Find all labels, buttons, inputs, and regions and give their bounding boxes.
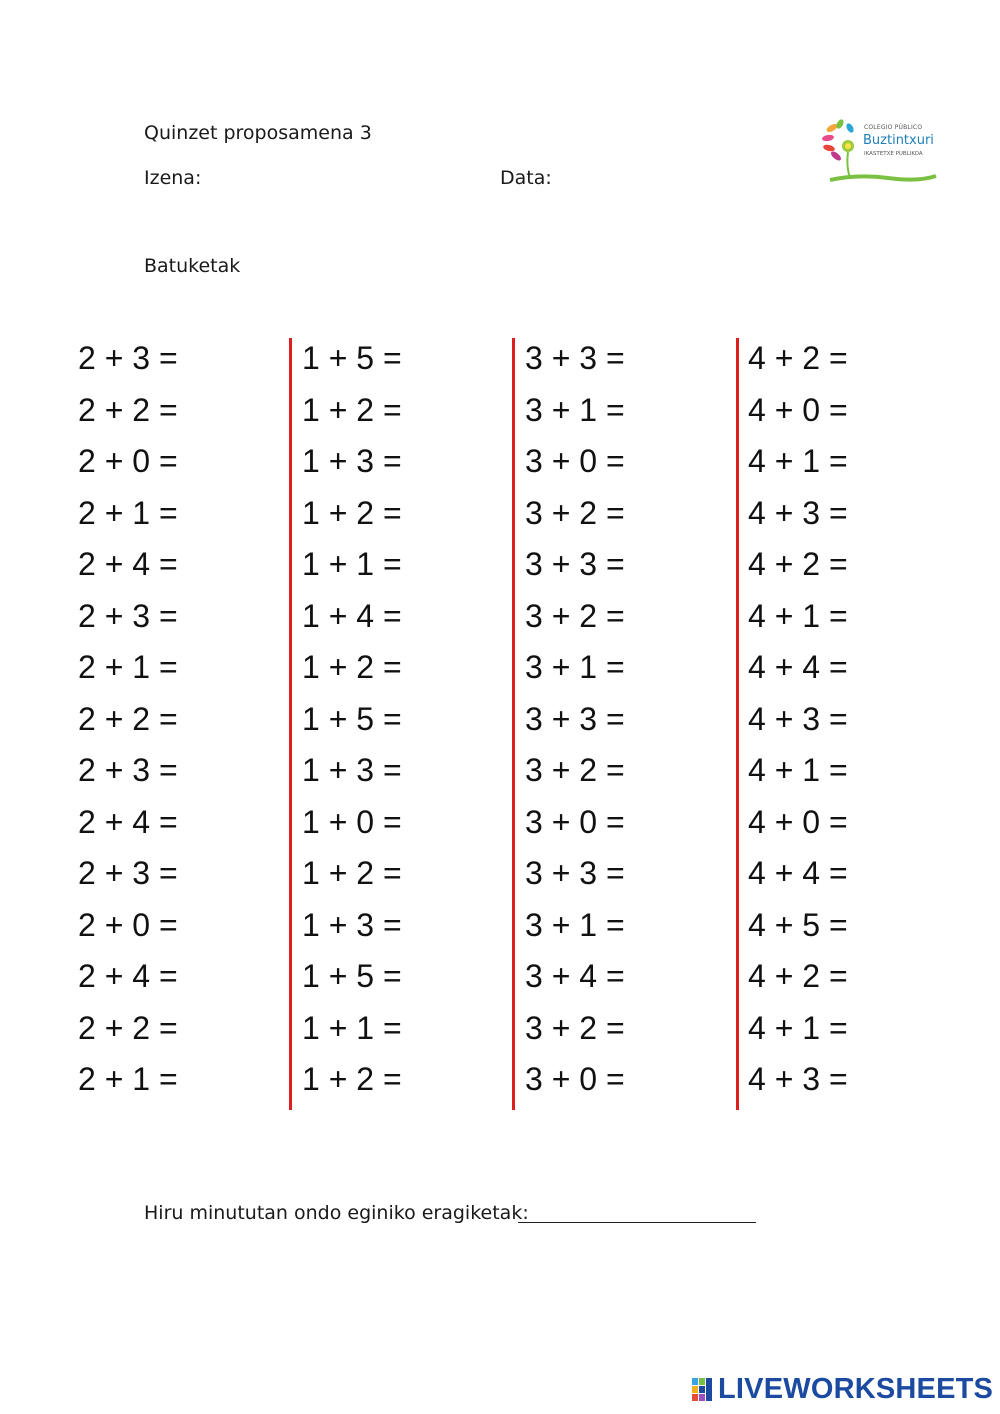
- addition-problem: 4 + 0 =: [748, 391, 848, 428]
- addition-problem: 4 + 1 =: [748, 443, 848, 479]
- addition-problem: 2 + 2 =: [78, 391, 178, 428]
- addition-problem: 2 + 4 =: [78, 546, 178, 582]
- addition-problem: 1 + 3 =: [302, 443, 402, 479]
- logo-small-text: COLEGIO PÚBLICO: [864, 124, 923, 131]
- column-1: [78, 332, 278, 1112]
- section-title: Batuketak: [144, 255, 241, 277]
- addition-problem: 1 + 2 =: [302, 649, 402, 685]
- addition-problem: 3 + 4 =: [525, 958, 625, 994]
- column-2: [302, 332, 502, 1112]
- column-divider: [289, 338, 292, 1110]
- addition-problem: 1 + 2 =: [302, 494, 402, 531]
- addition-problem: 3 + 0 =: [525, 1061, 625, 1097]
- addition-problem: 4 + 4 =: [748, 855, 848, 891]
- column-3: [525, 332, 725, 1112]
- addition-problem: 2 + 1 =: [78, 494, 178, 531]
- addition-problem: 2 + 1 =: [78, 649, 178, 685]
- addition-problem: 3 + 3 =: [525, 546, 625, 582]
- addition-problem: 3 + 3 =: [525, 855, 625, 891]
- addition-problem: 2 + 0 =: [78, 443, 178, 479]
- addition-problem: 4 + 5 =: [748, 906, 848, 943]
- score-answer-line[interactable]: [518, 1222, 756, 1223]
- addition-problem: 3 + 2 =: [525, 597, 625, 634]
- column-4: [748, 332, 948, 1112]
- addition-problem: 3 + 0 =: [525, 443, 625, 479]
- name-label: Izena:: [144, 167, 202, 189]
- addition-problem: 3 + 1 =: [525, 391, 625, 428]
- addition-problem: 1 + 4 =: [302, 597, 402, 634]
- liveworksheets-text: LIVEWORKSHEETS: [718, 1372, 994, 1405]
- addition-problem: 2 + 0 =: [78, 906, 178, 943]
- addition-problem: 3 + 0 =: [525, 803, 625, 840]
- logo-main-text: Buztintxuri: [863, 133, 934, 148]
- date-label: Data:: [500, 167, 552, 189]
- addition-problem: 1 + 1 =: [302, 546, 402, 582]
- addition-problem: 3 + 1 =: [525, 906, 625, 943]
- addition-problem: 3 + 3 =: [525, 340, 625, 376]
- addition-problem: 2 + 2 =: [78, 700, 178, 737]
- worksheet-title: Quinzet proposamena 3: [144, 122, 372, 144]
- addition-columns: [0, 332, 1000, 1112]
- score-label: Hiru minututan ondo eginiko eragiketak:: [144, 1202, 529, 1224]
- addition-problem: 3 + 2 =: [525, 494, 625, 531]
- addition-problem: 2 + 3 =: [78, 855, 178, 891]
- addition-problem: 2 + 3 =: [78, 597, 178, 634]
- addition-problem: 4 + 1 =: [748, 1009, 848, 1046]
- addition-problem: 2 + 3 =: [78, 340, 178, 376]
- addition-problem: 3 + 3 =: [525, 700, 625, 737]
- liveworksheets-brand: [692, 1373, 993, 1405]
- addition-problem: 1 + 1 =: [302, 1009, 402, 1046]
- logo-sub-text: IKASTETXE PUBLIKOA: [864, 151, 923, 157]
- addition-problem: 2 + 4 =: [78, 803, 178, 840]
- addition-problem: 1 + 2 =: [302, 391, 402, 428]
- addition-problem: 4 + 0 =: [748, 803, 848, 840]
- column-divider: [512, 338, 515, 1110]
- column-divider: [736, 338, 739, 1110]
- school-logo: [818, 116, 940, 188]
- addition-problem: 1 + 3 =: [302, 752, 402, 788]
- addition-problem: 4 + 1 =: [748, 597, 848, 634]
- addition-problem: 4 + 3 =: [748, 494, 848, 531]
- addition-problem: 2 + 3 =: [78, 752, 178, 788]
- addition-problem: 1 + 3 =: [302, 906, 402, 943]
- liveworksheets-logo-icon: [692, 1376, 714, 1402]
- addition-problem: 3 + 2 =: [525, 1009, 625, 1046]
- addition-problem: 1 + 5 =: [302, 958, 402, 994]
- addition-problem: 1 + 5 =: [302, 700, 402, 737]
- addition-problem: 1 + 2 =: [302, 1061, 402, 1097]
- addition-problem: 4 + 1 =: [748, 752, 848, 788]
- addition-problem: 1 + 2 =: [302, 855, 402, 891]
- addition-problem: 4 + 4 =: [748, 649, 848, 685]
- addition-problem: 4 + 2 =: [748, 340, 848, 376]
- addition-problem: 2 + 2 =: [78, 1009, 178, 1046]
- addition-problem: 2 + 4 =: [78, 958, 178, 994]
- addition-problem: 2 + 1 =: [78, 1061, 178, 1097]
- addition-problem: 3 + 2 =: [525, 752, 625, 788]
- addition-problem: 1 + 0 =: [302, 803, 402, 840]
- addition-problem: 4 + 3 =: [748, 700, 848, 737]
- addition-problem: 4 + 2 =: [748, 958, 848, 994]
- addition-problem: 1 + 5 =: [302, 340, 402, 376]
- addition-problem: 4 + 3 =: [748, 1061, 848, 1097]
- addition-problem: 3 + 1 =: [525, 649, 625, 685]
- addition-problem: 4 + 2 =: [748, 546, 848, 582]
